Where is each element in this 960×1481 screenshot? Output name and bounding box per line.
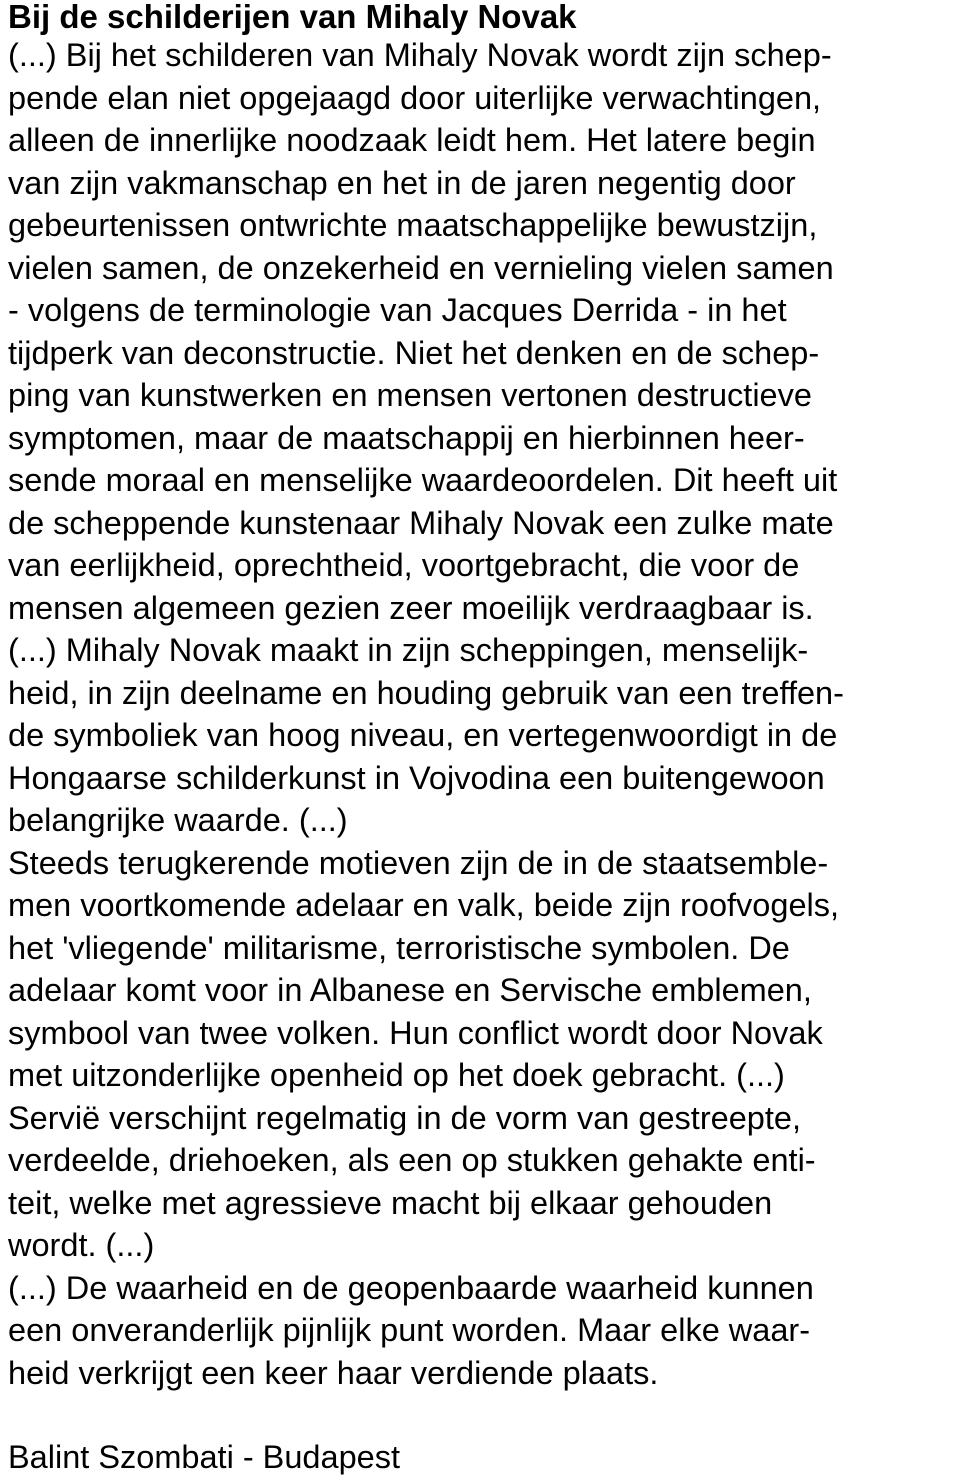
- text-line: adelaar komt voor in Albanese en Servische emblemen,: [8, 972, 812, 1008]
- text-line: symptomen, maar de maatschappij en hierbinnen heer-: [8, 419, 805, 456]
- text-line: alleen de innerlijke noodzaak leidt hem. Het latere begin: [8, 122, 816, 158]
- text-line: heid verkrijgt een keer haar verdiende plaats.: [8, 1354, 659, 1391]
- text-line: de scheppende kunstenaar Mihaly Novak een zulke mate: [8, 504, 834, 541]
- text-line: van eerlijkheid, oprechtheid, voortgebracht, die voor de: [8, 547, 800, 583]
- text-line: Hongaarse schilderkunst in Vojvodina een buitengewoon: [8, 759, 825, 796]
- text-line: wordt. (...): [8, 1227, 155, 1263]
- document-title: Bij de schilderijen van Mihaly Novak: [8, 0, 577, 35]
- text-line: gebeurtenissen ontwrichte maatschappelijke bewustzijn,: [8, 207, 818, 243]
- text-line: Steeds terugkerende motieven zijn de in de staatsemble-: [8, 844, 829, 881]
- signature: Balint Szombati - Budapest: [8, 1439, 401, 1475]
- text-line: (...) Bij het schilderen van Mihaly Novak wordt zijn schep-: [8, 37, 832, 73]
- text-line: (...) Mihaly Novak maakt in zijn scheppingen, menselijk-: [8, 632, 809, 668]
- text-line: men voortkomende adelaar en valk, beide zijn roofvogels,: [8, 887, 840, 923]
- text-line: vielen samen, de onzekerheid en vernieling vielen samen: [8, 249, 834, 286]
- text-line: pende elan niet opgejaagd door uiterlijke verwachtingen,: [8, 79, 822, 116]
- text-line: verdeelde, driehoeken, als een op stukken gehakte enti-: [8, 1142, 816, 1178]
- text-line: tijdperk van deconstructie. Niet het denken en de schep-: [8, 334, 820, 371]
- text-line: het 'vliegende' militarisme, terroristische symbolen. De: [8, 929, 790, 966]
- text-line: - volgens de terminologie van Jacques Derrida - in het: [8, 292, 787, 328]
- document-page: [8, 0, 958, 1479]
- text-line: teit, welke met agressieve macht bij elkaar gehouden: [8, 1184, 773, 1221]
- text-line: heid, in zijn deelname en houding gebruik van een treffen-: [8, 674, 844, 711]
- text-line: Servië verschijnt regelmatig in de vorm van gestreepte,: [8, 1099, 802, 1136]
- text-line: (...) De waarheid en de geopenbaarde waarheid kunnen: [8, 1269, 814, 1306]
- text-line: symbool van twee volken. Hun conflict wordt door Novak: [8, 1014, 823, 1051]
- text-line: mensen algemeen gezien zeer moeilijk verdraagbaar is.: [8, 589, 814, 626]
- text-line: ping van kunstwerken en mensen vertonen destructieve: [8, 377, 812, 413]
- text-line: met uitzonderlijke openheid op het doek gebracht. (...): [8, 1057, 785, 1093]
- text-line: van zijn vakmanschap en het in de jaren negentig door: [8, 164, 796, 201]
- text-line: belangrijke waarde. (...): [8, 802, 348, 838]
- text-line: sende moraal en menselijke waardeoordelen. Dit heeft uit: [8, 462, 838, 498]
- text-line: een onveranderlijk pijnlijk punt worden. Maar elke waar-: [8, 1312, 811, 1348]
- text-line: de symboliek van hoog niveau, en vertegenwoordigt in de: [8, 717, 838, 753]
- body-text: [8, 34, 958, 1394]
- spacer: [8, 1394, 958, 1436]
